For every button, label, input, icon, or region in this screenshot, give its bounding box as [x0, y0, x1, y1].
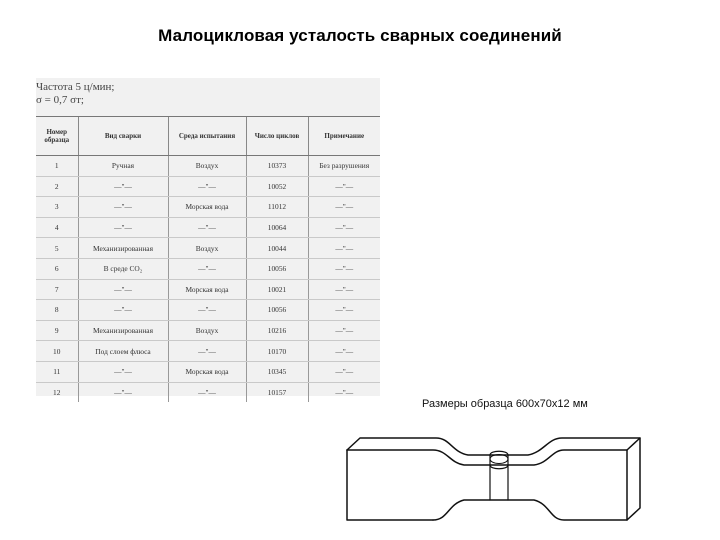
slide-title: Малоцикловая усталость сварных соединений [158, 26, 562, 45]
cell-welding-type: —"— [78, 279, 168, 300]
cell-number: 9 [36, 320, 78, 341]
header-welding-type: Вид сварки [78, 117, 168, 156]
cell-cycles: 10021 [246, 279, 308, 300]
cell-note: Без разрушения [308, 156, 380, 177]
cell-welding-type: —"— [78, 300, 168, 321]
frequency-text: Частота 5 ц/мин; [36, 81, 115, 93]
fatigue-results-table [36, 116, 380, 402]
table-row [36, 300, 380, 321]
specimen-front-bottom-edge [433, 500, 627, 520]
specimen-size-caption: Размеры образца 600х70х12 мм [422, 398, 588, 410]
cell-note: —"— [308, 258, 380, 279]
header-note: Примечание [308, 117, 380, 156]
cell-welding-type: Ручная [78, 156, 168, 177]
cell-number: 6 [36, 258, 78, 279]
cell-number: 1 [36, 156, 78, 177]
cell-welding-type: Механизированная [78, 320, 168, 341]
cell-note: —"— [308, 238, 380, 259]
cell-cycles: 11012 [246, 197, 308, 218]
table-row [36, 320, 380, 341]
cell-number: 10 [36, 341, 78, 362]
cell-medium: —"— [168, 300, 246, 321]
cell-welding-type: Под слоем флюса [78, 341, 168, 362]
cell-note: —"— [308, 341, 380, 362]
specimen-left-face [347, 450, 433, 520]
cell-welding-type: Механизированная [78, 238, 168, 259]
cell-note: —"— [308, 217, 380, 238]
table-row [36, 382, 380, 402]
cell-note: —"— [308, 300, 380, 321]
table-row [36, 156, 380, 177]
cell-medium: Морская вода [168, 361, 246, 382]
cell-cycles: 10373 [246, 156, 308, 177]
weld-seam [490, 451, 508, 469]
cell-medium: Морская вода [168, 197, 246, 218]
cell-welding-type: —"— [78, 217, 168, 238]
header-specimen-number: Номер образца [36, 117, 78, 156]
cell-medium: —"— [168, 176, 246, 197]
cell-note: —"— [308, 361, 380, 382]
cell-number: 12 [53, 387, 61, 397]
cell-note: —"— [308, 176, 380, 197]
scanned-table-image [36, 78, 380, 396]
cell-cycles: 10216 [246, 320, 308, 341]
cell-medium: —"— [168, 258, 246, 279]
cell-cycles: 10052 [246, 176, 308, 197]
cell-medium: Морская вода [168, 279, 246, 300]
table-row [36, 238, 380, 259]
cell-medium: Воздух [168, 156, 246, 177]
cell-note: —"— [308, 279, 380, 300]
cell-medium: —"— [168, 341, 246, 362]
cell-number: 2 [36, 176, 78, 197]
table-row [36, 217, 380, 238]
cell-cycles: 10170 [246, 341, 308, 362]
table-row [36, 176, 380, 197]
cell-number: 5 [36, 238, 78, 259]
specimen-drawing [340, 428, 656, 534]
cell-medium: Воздух [168, 238, 246, 259]
table-row [36, 361, 380, 382]
specimen-right-face [627, 438, 640, 520]
cell-welding-type: —"— [78, 382, 168, 402]
cell-number: 4 [36, 217, 78, 238]
cell-cycles: 10056 [246, 258, 308, 279]
cell-welding-type: —"— [78, 176, 168, 197]
table-row [36, 197, 380, 218]
cell-welding-type: В среде CO₂ [78, 258, 168, 279]
cell-cycles: 10157 [246, 382, 308, 402]
cell-medium: —"— [168, 217, 246, 238]
specimen-top-front-edge [347, 450, 627, 465]
cell-number: 8 [36, 300, 78, 321]
cell-medium: —"— [168, 382, 246, 402]
cell-cycles: 10064 [246, 217, 308, 238]
cell-note: —"— [308, 197, 380, 218]
cell-cycles: 10044 [246, 238, 308, 259]
table-row [36, 258, 380, 279]
cell-number: 11 [36, 361, 78, 382]
header-cycle-count: Число циклов [246, 117, 308, 156]
cell-cycles: 10056 [246, 300, 308, 321]
cell-number: 7 [36, 279, 78, 300]
cell-medium: Воздух [168, 320, 246, 341]
cell-note: —"— [308, 320, 380, 341]
stress-text: σ = 0,7 σт; [36, 94, 84, 106]
cell-note: —"— [308, 382, 380, 402]
cell-cycles: 10345 [246, 361, 308, 382]
table-row [36, 279, 380, 300]
specimen-top-back-edge [347, 438, 640, 455]
cell-welding-type: —"— [78, 197, 168, 218]
cell-welding-type: —"— [78, 361, 168, 382]
table-row [36, 341, 380, 362]
cell-number: 3 [36, 197, 78, 218]
table-header-row [36, 117, 380, 156]
test-conditions [36, 81, 115, 107]
header-test-medium: Среда испытания [168, 117, 246, 156]
